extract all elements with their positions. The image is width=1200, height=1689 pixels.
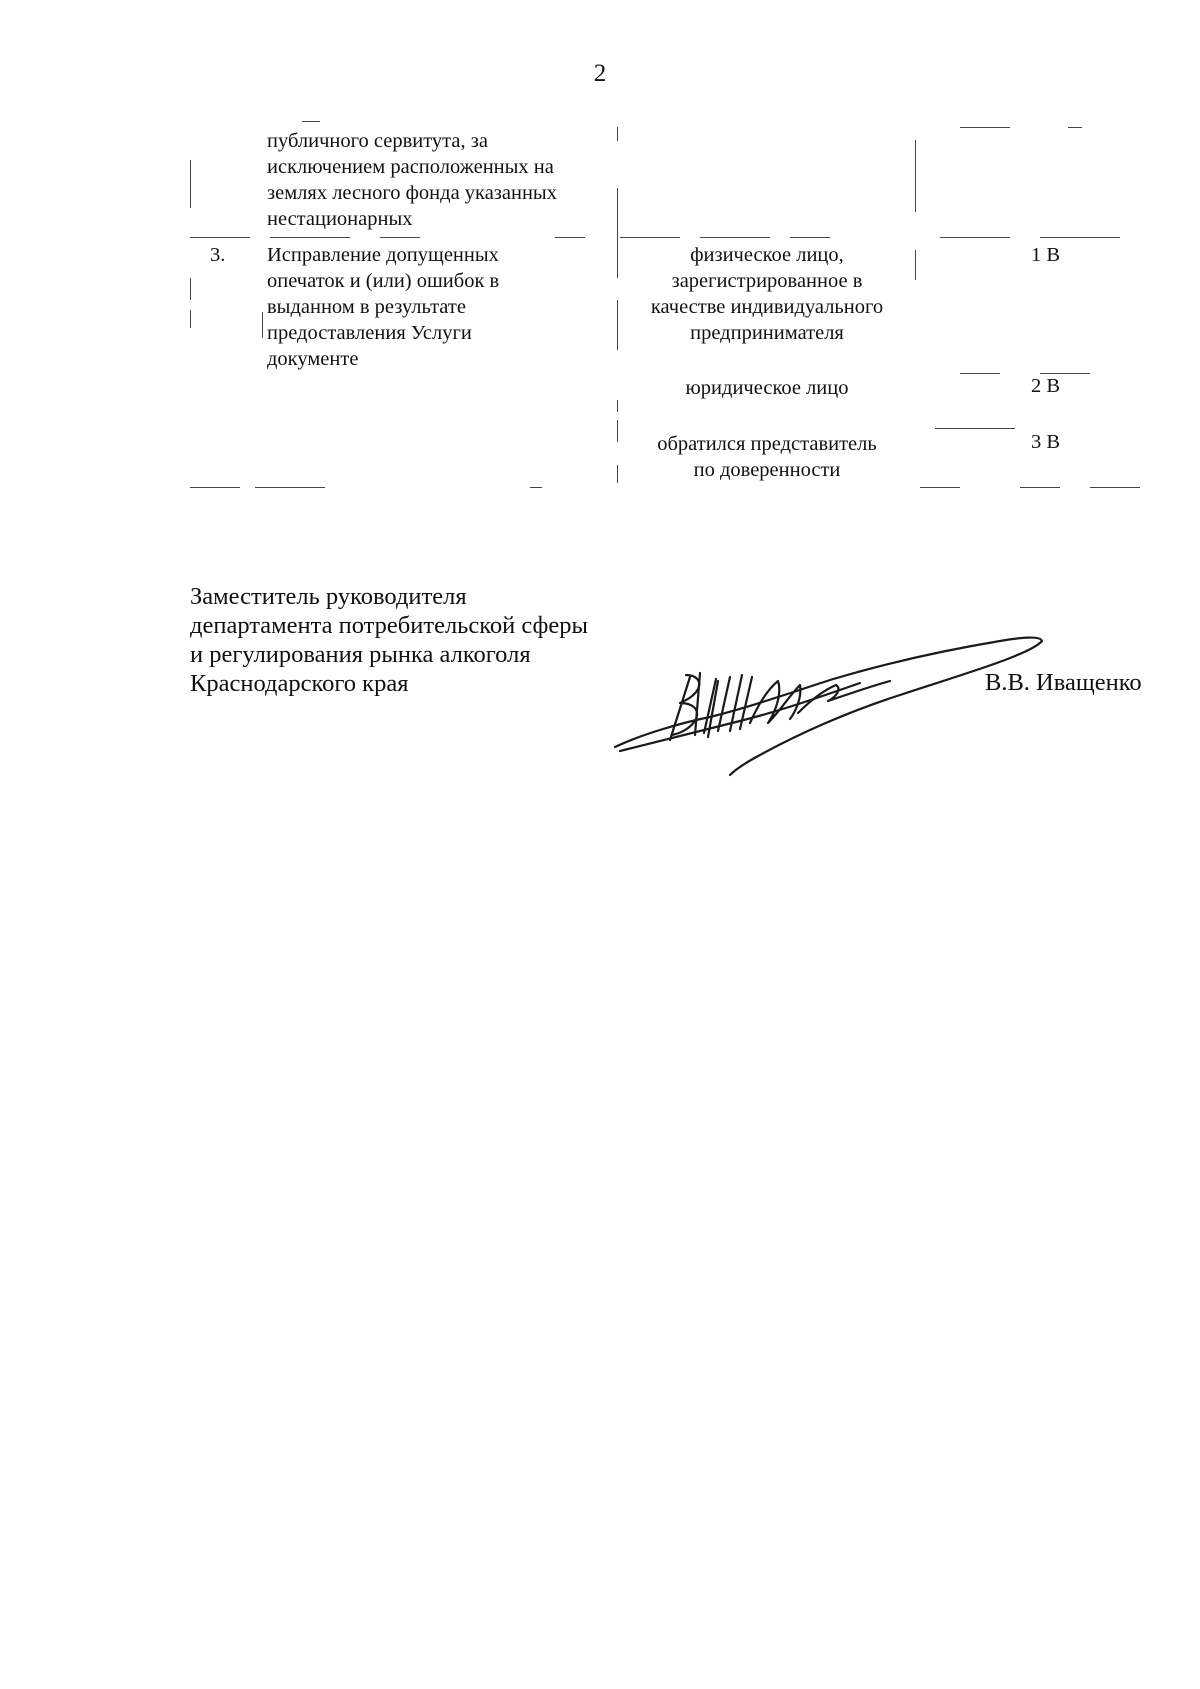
- table-rule: [915, 140, 916, 212]
- table-rule: [960, 127, 1010, 128]
- code-2: 2 В: [1030, 375, 1060, 397]
- table-rule: [555, 237, 585, 238]
- table-rule: [617, 420, 618, 442]
- table-rule: [190, 237, 250, 238]
- table-rule: [190, 487, 240, 488]
- table-rule: [190, 310, 191, 328]
- applicant-entry-1: [622, 242, 912, 346]
- code-1: 1 В: [1030, 244, 1060, 266]
- table-rule: [1068, 127, 1082, 128]
- signatory-name: В.В. Иващенко: [985, 669, 1142, 696]
- table-rule: [530, 487, 542, 488]
- title-line: Заместитель руководителя: [190, 583, 467, 610]
- table-rule: [617, 188, 618, 278]
- applicant-entry-2: [622, 375, 912, 401]
- row-number: 3.: [210, 244, 226, 266]
- title-line: и регулирования рынка алкоголя: [190, 641, 531, 668]
- handwritten-signature: [600, 615, 1060, 785]
- code-3: 3 В: [1030, 431, 1060, 453]
- table-rule: [262, 312, 263, 338]
- table-rule: [620, 237, 680, 238]
- table-rule: [190, 278, 191, 300]
- title-line: департамента потребительской сферы: [190, 612, 589, 639]
- row-description: [267, 242, 617, 372]
- table-rule: [1040, 237, 1120, 238]
- text-line: обратился представитель: [657, 433, 877, 455]
- text-line: Исправление допущенных: [267, 244, 499, 266]
- title-line: Краснодарского края: [190, 670, 409, 697]
- table-rule: [617, 400, 618, 412]
- text-line: предоставления Услуги: [267, 322, 472, 344]
- table-rule: [255, 487, 325, 488]
- table-rule: [617, 465, 618, 483]
- text-line: документе: [267, 348, 359, 370]
- text-line: исключением расположенных на: [267, 156, 554, 178]
- table-rule: [270, 237, 350, 238]
- table-rule: [302, 121, 320, 122]
- text-line: нестационарных: [267, 208, 413, 230]
- table-rule: [920, 487, 960, 488]
- table-rule: [700, 237, 770, 238]
- text-line: опечаток и (или) ошибок в: [267, 270, 500, 292]
- table-rule: [617, 127, 618, 141]
- signatory-title: [190, 582, 588, 698]
- table-rule: [1090, 487, 1140, 488]
- table-rule: [790, 237, 830, 238]
- table-rule: [380, 237, 420, 238]
- text-line: качестве индивидуального: [650, 296, 884, 318]
- table-rule: [915, 250, 916, 280]
- applicant-entry-3: [622, 431, 912, 483]
- text-line: по доверенности: [693, 459, 841, 481]
- text-line: публичного сервитута, за: [267, 130, 488, 152]
- table-rule: [1020, 487, 1060, 488]
- text-line: зарегистрированное в: [671, 270, 863, 292]
- table-rule: [617, 300, 618, 350]
- page-number: 2: [593, 60, 607, 87]
- text-line: выданном в результате: [267, 296, 466, 318]
- table-rule: [190, 160, 191, 208]
- text-line: юридическое лицо: [685, 377, 849, 399]
- continued-description: [267, 128, 617, 232]
- text-line: предпринимателя: [690, 322, 844, 344]
- table-rule: [940, 237, 1010, 238]
- text-line: физическое лицо,: [690, 244, 844, 266]
- text-line: землях лесного фонда указанных: [267, 182, 557, 204]
